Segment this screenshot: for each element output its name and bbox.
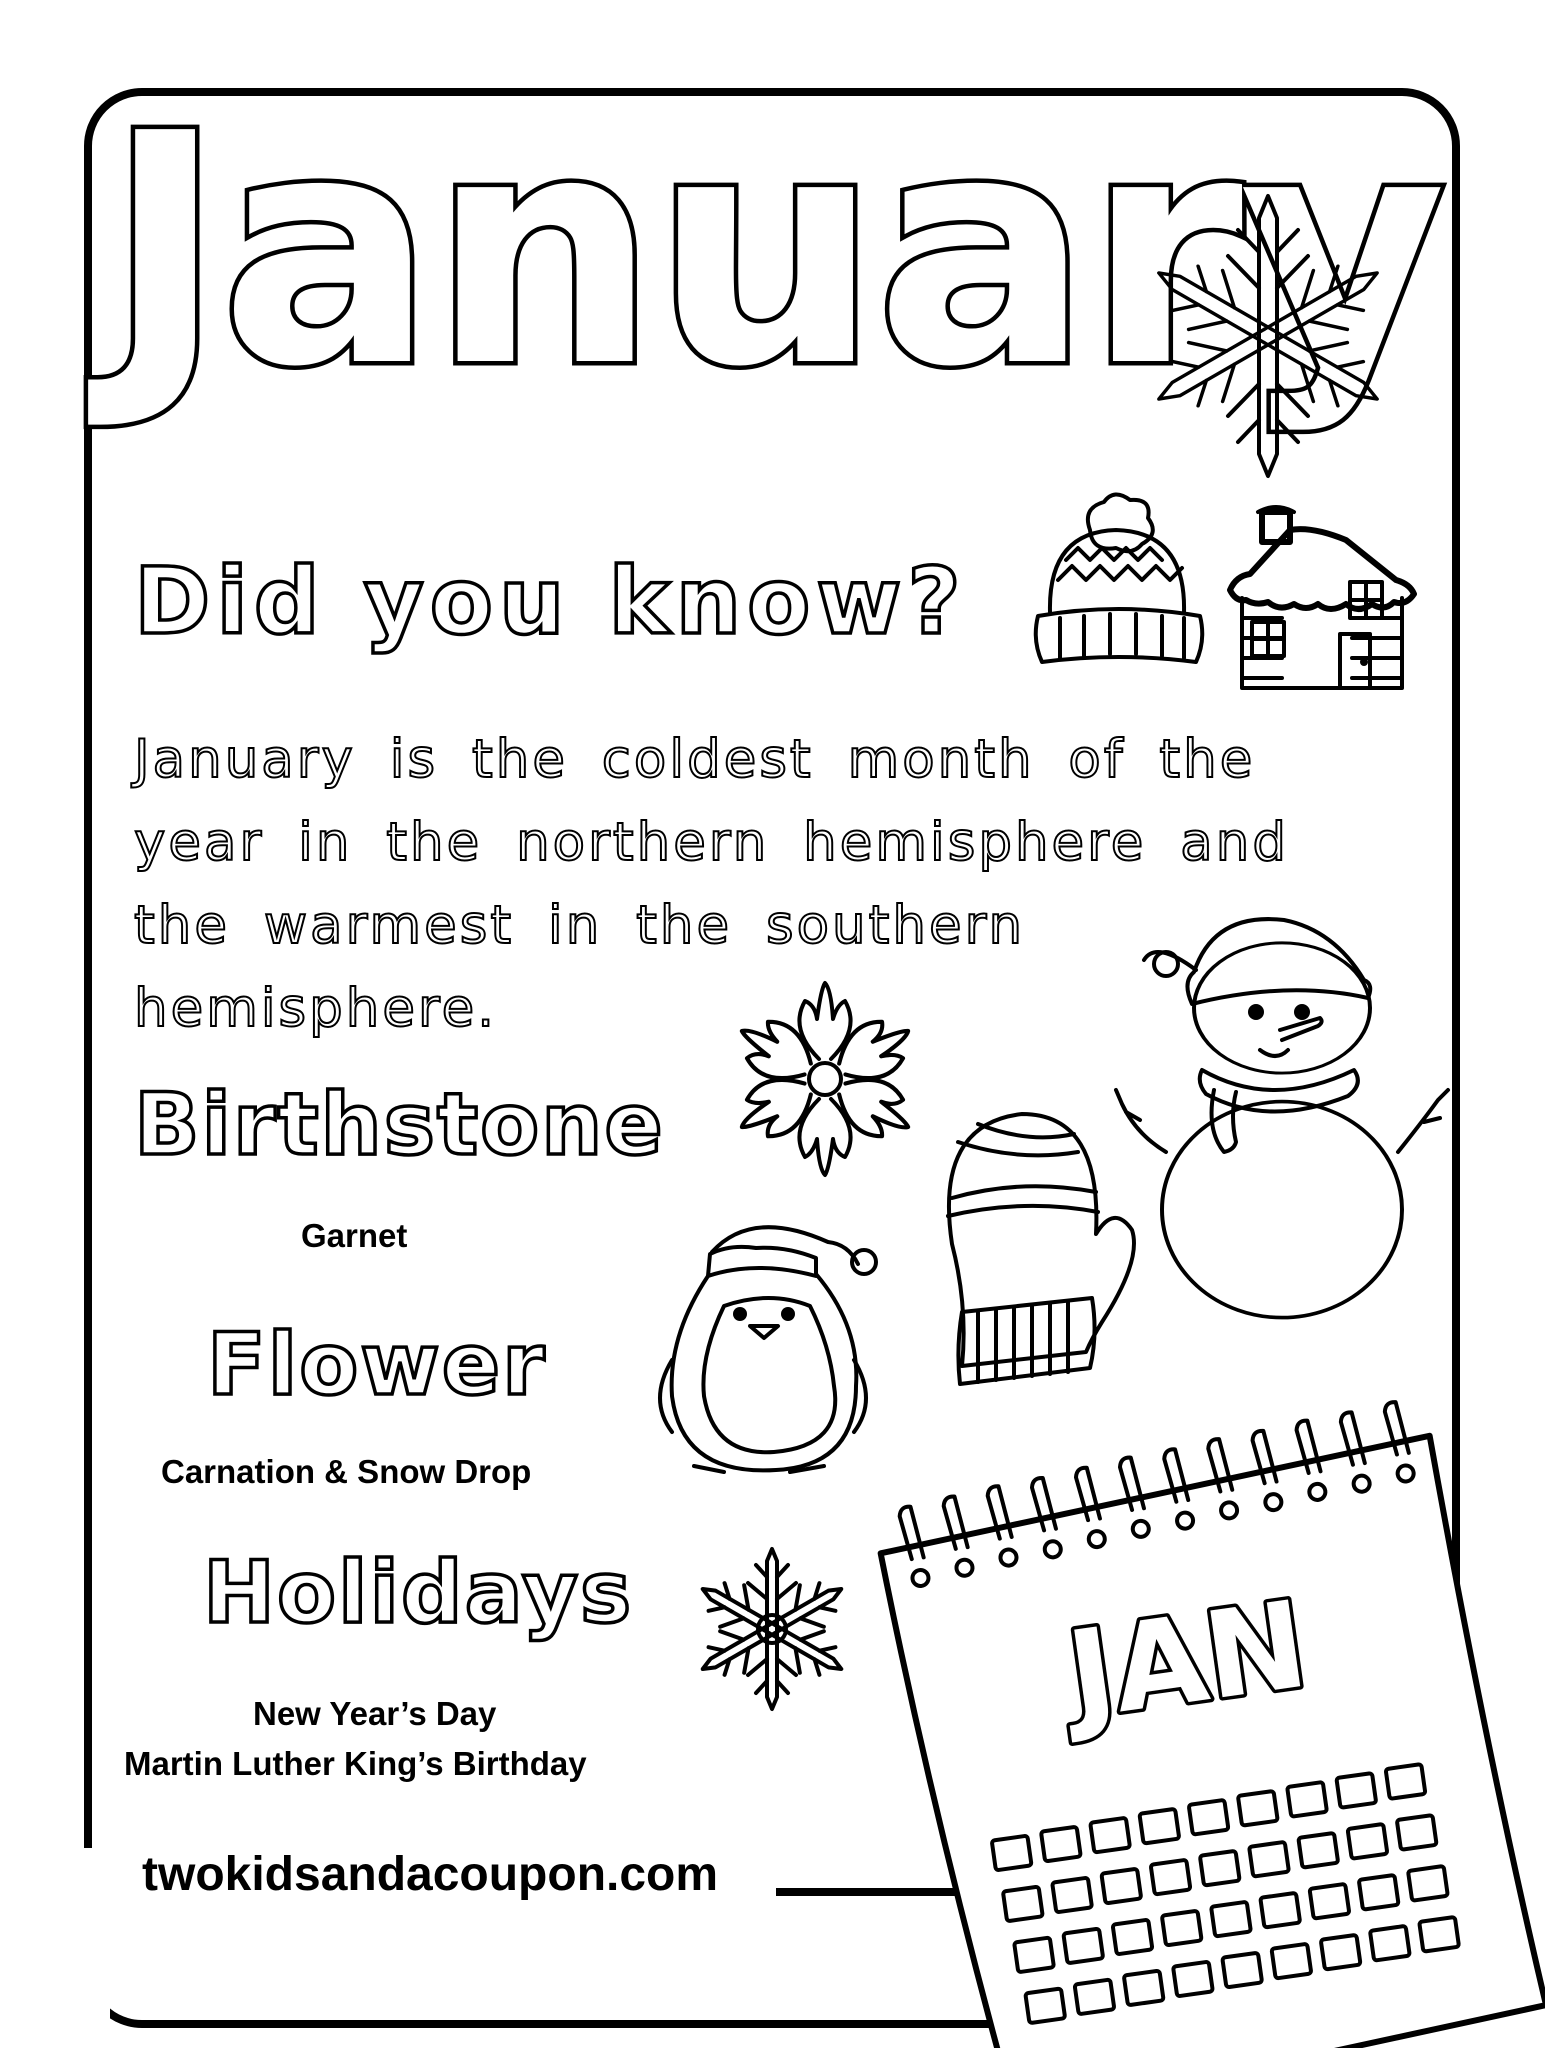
snowy-house-icon: [1222, 500, 1422, 695]
birthstone-value: Garnet: [301, 1217, 408, 1254]
holiday-item: Martin Luther King’s Birthday: [124, 1745, 587, 1782]
website-link[interactable]: twokidsandacoupon.com: [138, 1847, 732, 1902]
fact-line: the warmest in the southern: [134, 895, 1026, 956]
holidays-heading: Holidays: [203, 1543, 634, 1643]
fact-line: year in the northern hemisphere and: [134, 812, 1289, 873]
holiday-item: New Year’s Day: [253, 1695, 497, 1732]
calendar-icon: [860, 1340, 1540, 2000]
penguin-icon: [640, 1210, 880, 1482]
snowman-icon: [1110, 900, 1450, 1320]
snowflake-icon: [700, 974, 950, 1184]
fact-line: hemisphere.: [134, 978, 498, 1039]
calendar-month-label: JAN: [1060, 1575, 1316, 1747]
winter-hat-icon: [1028, 490, 1208, 680]
snowflake-icon: [1148, 186, 1388, 486]
birthstone-heading: Birthstone: [134, 1075, 665, 1175]
did-you-know-heading: Did you know?: [134, 548, 967, 655]
snowflake-icon: [692, 1544, 852, 1714]
fact-line: January is the coldest month of the: [134, 729, 1256, 790]
flower-heading: Flower: [207, 1315, 547, 1415]
flower-value: Carnation & Snow Drop: [161, 1453, 532, 1490]
page-title: January: [106, 66, 1443, 436]
